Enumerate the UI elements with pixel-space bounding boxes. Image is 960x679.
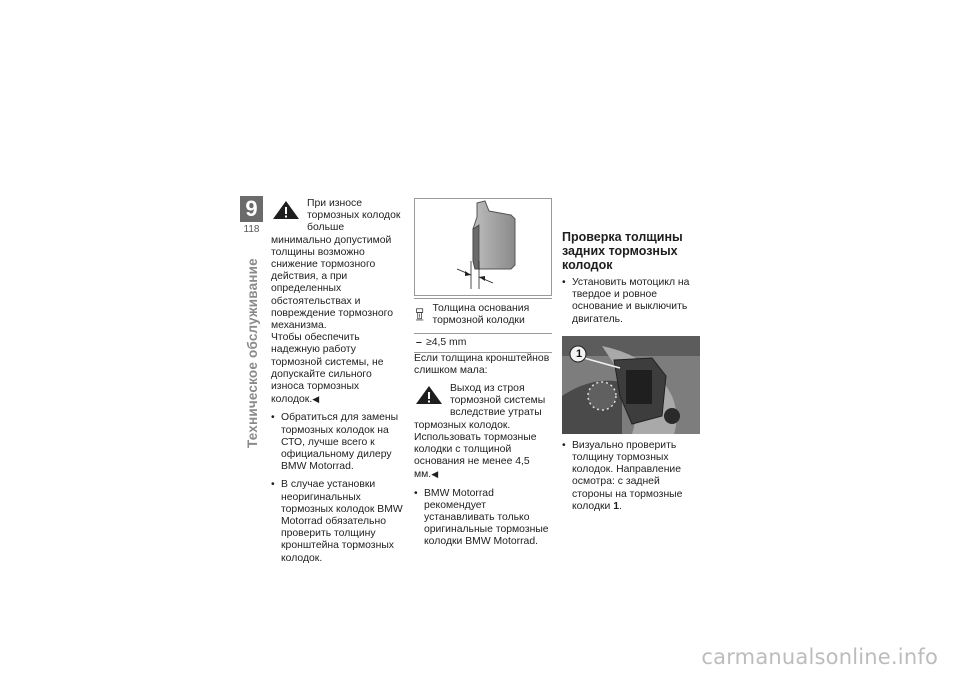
- brake-pad-illustration: [415, 199, 551, 295]
- spec-value-row: [414, 334, 552, 351]
- bullet-item: [562, 440, 702, 513]
- bullet-item: • Обратиться для замены тормозных колодок на СТО, лучше всего к официальному дилеру BMW Motorrad.: [271, 412, 404, 473]
- bullet-item: • BMW Motorrad рекомендует устанавливать только оригинальные тормозные колодки BMW Motorrad.: [414, 488, 554, 549]
- spec-dash-icon: –: [416, 337, 422, 349]
- warning-text-2: Чтобы обеспечить надежную работу тормозной системы, не допускайте сильного износа тормозных колодок.: [271, 332, 384, 406]
- chapter-title: Техническое обслуживание: [245, 258, 260, 448]
- column-3: [562, 198, 702, 513]
- warning-block: [271, 198, 404, 332]
- warning-icon: [414, 384, 444, 406]
- warning-text: При износе тормозных колодок больше минимально допустимой толщины возможно снижение тормозного действия, а при определенных обстоятельствах и повреждение тормозного механизма.: [271, 198, 401, 332]
- bullet-end: .: [619, 500, 622, 512]
- end-mark: ◀: [431, 469, 439, 480]
- warning-text: Выход из строя тормозной системы вследствие утраты тормозных колодок. Использовать тормозные колодки с толщиной основания не менее 4,5 мм.: [414, 383, 546, 481]
- bullet-item: • В случае установки неоригинальных тормозных колодок BMW Motorrad обязательно проверить толщину кронштейна тормозных колодок.: [271, 479, 404, 564]
- spec-row: [414, 299, 552, 334]
- watermark: carmanualsonline.info: [701, 645, 938, 669]
- bullet-text: Визуально проверить толщину тормозных колодок. Направление осмотра: с задней стороны на тормозные колодки: [572, 439, 683, 512]
- warning-block: [414, 383, 554, 482]
- end-mark: ◀: [312, 394, 320, 405]
- text-after-spec: Если толщина кронштейнов слишком мала:: [414, 352, 550, 376]
- bullet-item: • Установить мотоцикл на твердое и ровное основание и выключить двигатель.: [562, 277, 702, 326]
- chapter-title-vertical: [244, 248, 260, 448]
- chapter-number: 9: [240, 196, 263, 222]
- spec-value: ≥4,5 mm: [426, 337, 467, 349]
- brake-pad-diagram: [414, 198, 552, 296]
- page-number: 118: [243, 224, 260, 235]
- column-1: [271, 198, 404, 565]
- photo-callout-number: 1: [575, 347, 583, 360]
- chapter-tab: [240, 196, 263, 235]
- spec-label: Толщина основания тормозной колодки: [432, 303, 530, 327]
- spec-table: [414, 298, 552, 353]
- callout-ref: 1: [613, 500, 620, 512]
- brake-caliper-photo: [562, 336, 700, 434]
- warning-icon: [271, 199, 301, 221]
- brake-pad-gauge-icon: [414, 303, 426, 327]
- section-heading: Проверка толщины задних тормозных колодок: [562, 230, 683, 272]
- column-2: [414, 198, 554, 549]
